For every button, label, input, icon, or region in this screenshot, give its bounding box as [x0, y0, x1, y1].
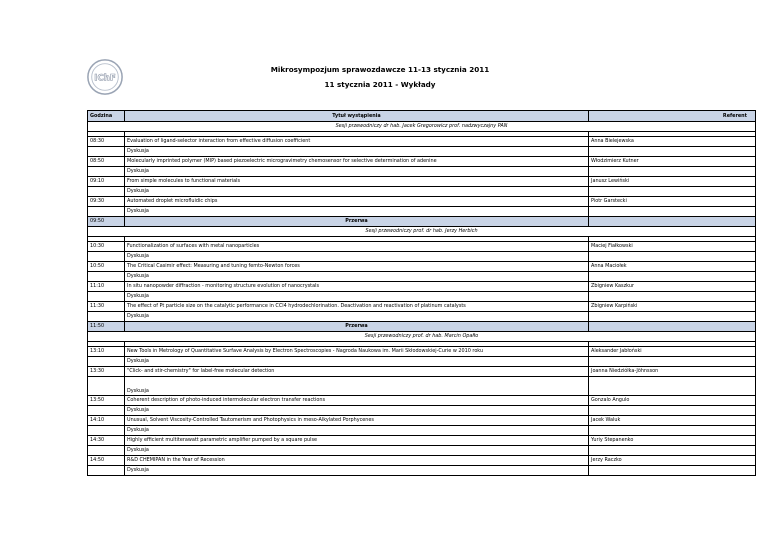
- table-row: [88, 197, 756, 207]
- table-row: [88, 396, 756, 406]
- talk-time: 08:30: [88, 137, 125, 147]
- talk-time: 11:30: [88, 302, 125, 312]
- talk-title: New Tools in Metrology of Quantitative Surfave Analysis by Electron Spectroscopies - Nagroda Naukowa im. Marii Skłodowskiej-Curie w 2010 roku: [125, 347, 589, 357]
- talk-speaker: Aleksander Jabłoński: [589, 347, 756, 357]
- discussion-label: Dyskusja: [125, 252, 589, 262]
- talk-time: 09:10: [88, 177, 125, 187]
- talk-time: 14:30: [88, 436, 125, 446]
- talk-time: 13:10: [88, 347, 125, 357]
- table-header-row: [88, 111, 756, 122]
- document-subtitle: 11 stycznia 2011 - Wykłady: [324, 80, 436, 89]
- table-row: [88, 157, 756, 167]
- talk-title: Functionalization of surfaces with metal nanoparticles: [125, 242, 589, 252]
- talk-title: From simple molecules to functional materials: [125, 177, 589, 187]
- talk-title: The Critical Casimir effect: Measuring and tuning femto-Newton forces: [125, 262, 589, 272]
- session-chair-row: [88, 332, 756, 342]
- talk-speaker: Joanna Niedziółka-Jöhnsson: [589, 367, 756, 377]
- break-time: 11:50: [88, 322, 125, 332]
- discussion-label: Dyskusja: [125, 406, 589, 416]
- break-row: [88, 322, 756, 332]
- table-row: [88, 416, 756, 426]
- talk-speaker: Zbigniew Karpiński: [589, 302, 756, 312]
- discussion-label: Dyskusja: [125, 357, 589, 367]
- talk-speaker: Maciej Fiałkowski: [589, 242, 756, 252]
- col-header-title: Tytuł wystąpienia: [125, 111, 589, 122]
- table-row: [88, 242, 756, 252]
- talk-speaker: Jacek Waluk: [589, 416, 756, 426]
- talk-title: Unusual, Solvent Viscosity-Controlled Tautomerism and Photophysics in meso-Alkylated Porphycenes: [125, 416, 589, 426]
- discussion-label: Dyskusja: [125, 426, 589, 436]
- talk-time: 10:50: [88, 262, 125, 272]
- talk-speaker: Jerzy Raczko: [589, 456, 756, 466]
- break-label: Przerwa: [125, 322, 589, 332]
- session-chair: Sesji przewodniczy prof. dr hab. Jerzy Herbich: [88, 227, 756, 237]
- session-chair: Sesji przewodniczy dr hab. Jacek Gregorowicz prof. nadzwyczajny PAN: [88, 122, 756, 132]
- col-header-time: Godzina: [88, 111, 125, 122]
- talk-speaker: Janusz Lewiński: [589, 177, 756, 187]
- talk-title: The effect of Pt particle size on the catalytic performance in CCl4 hydrodechlorination. Deactivation and reactivation of platinum catalysts: [125, 302, 589, 312]
- session-chair-row: [88, 122, 756, 132]
- col-header-speaker: Referent: [589, 111, 756, 122]
- discussion-label: Dyskusja: [125, 377, 589, 396]
- document-title: Mikrosympozjum sprawozdawcze 11-13 stycznia 2011: [270, 65, 490, 74]
- talk-title: R&D CHEMIPAN in the Year of Recession: [125, 456, 589, 466]
- talk-time: 14:50: [88, 456, 125, 466]
- discussion-label: Dyskusja: [125, 187, 589, 197]
- talk-time: 13:50: [88, 396, 125, 406]
- talk-title: In situ nanopowder diffraction - monitoring structure evolution of nanocrystals: [125, 282, 589, 292]
- talk-title: Evaluation of ligand-selector interaction from effective diffusion coefficient: [125, 137, 589, 147]
- break-time: 09:50: [88, 217, 125, 227]
- table-row: [88, 262, 756, 272]
- table-row: [88, 177, 756, 187]
- discussion-label: Dyskusja: [125, 272, 589, 282]
- talk-title: Highly efficient multiterawatt parametric amplifier pumped by a square pulse: [125, 436, 589, 446]
- discussion-label: Dyskusja: [125, 207, 589, 217]
- talk-title: "Click- and stir-chemistry" for label-free molecular detection: [125, 367, 589, 377]
- talk-speaker: Włodzimierz Kutner: [589, 157, 756, 167]
- talk-speaker: Yuriy Stepanenko: [589, 436, 756, 446]
- ichf-logo-icon: [86, 58, 124, 96]
- table-row: [88, 347, 756, 357]
- break-label: Przerwa: [125, 217, 589, 227]
- table-row: [88, 436, 756, 446]
- discussion-label: Dyskusja: [125, 446, 589, 456]
- table-row: [88, 367, 756, 377]
- program-table: [87, 110, 756, 476]
- talk-title: Automated droplet microfluidic chips: [125, 197, 589, 207]
- table-row: [88, 302, 756, 312]
- session-chair-row: [88, 227, 756, 237]
- session-chair: Sesji przewodniczy prof. dr hab. Marcin Opałło: [88, 332, 756, 342]
- discussion-label: Dyskusja: [125, 312, 589, 322]
- table-row: [88, 456, 756, 466]
- break-row: [88, 217, 756, 227]
- talk-time: 14:10: [88, 416, 125, 426]
- table-row: [88, 137, 756, 147]
- talk-speaker: Anna Maciołek: [589, 262, 756, 272]
- talk-speaker: Anna Bielejewska: [589, 137, 756, 147]
- talk-speaker: Piotr Garstecki: [589, 197, 756, 207]
- talk-time: 08:50: [88, 157, 125, 167]
- discussion-label: Dyskusja: [125, 167, 589, 177]
- talk-title: Coherent description of photo-induced intermolecular electron transfer reactions: [125, 396, 589, 406]
- talk-speaker: Zbigniew Kaszkur: [589, 282, 756, 292]
- table-row: [88, 282, 756, 292]
- discussion-label: Dyskusja: [125, 466, 589, 476]
- talk-time: 13:30: [88, 367, 125, 377]
- talk-time: 11:10: [88, 282, 125, 292]
- talk-speaker: Gonzalo Angulo: [589, 396, 756, 406]
- svg-text:IChF: IChF: [94, 73, 116, 84]
- talk-time: 09:30: [88, 197, 125, 207]
- discussion-label: Dyskusja: [125, 147, 589, 157]
- talk-time: 10:30: [88, 242, 125, 252]
- talk-title: Molecularly imprinted polymer (MIP) based piezoelectric microgravimetry chemosensor for selective determination of adenine: [125, 157, 589, 167]
- discussion-label: Dyskusja: [125, 292, 589, 302]
